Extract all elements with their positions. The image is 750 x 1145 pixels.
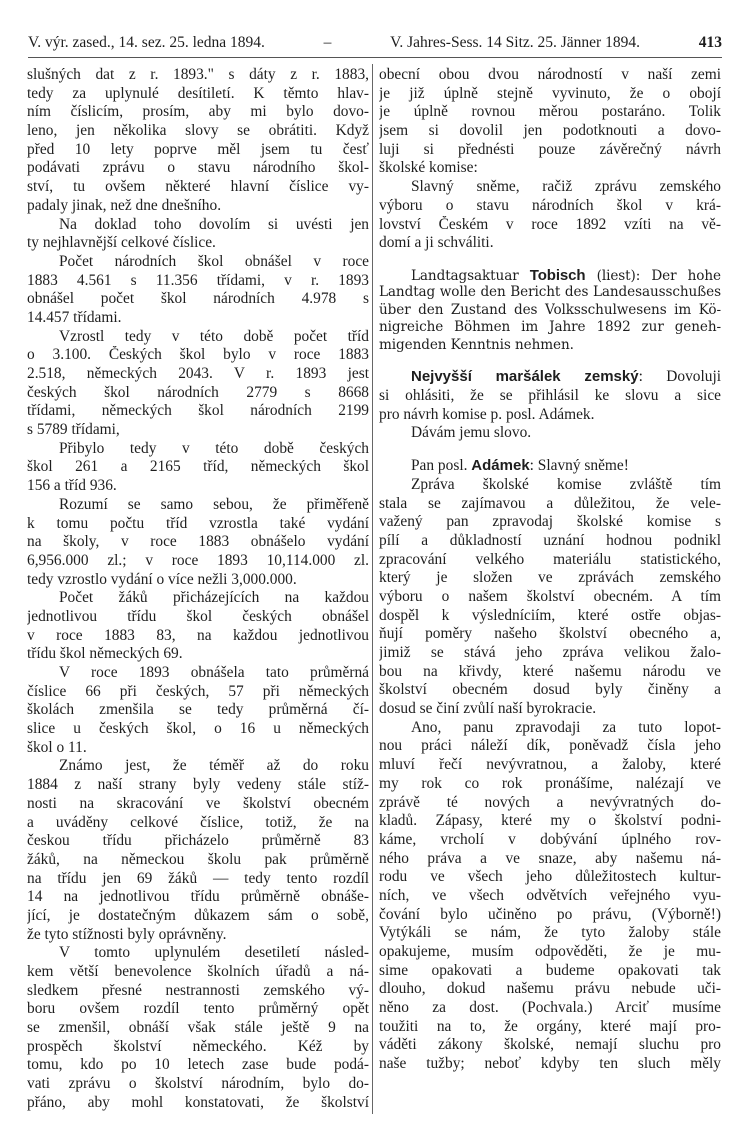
header-czech: V. výr. zased., 14. sez. 25. ledna 1894. — [28, 34, 265, 51]
text-line: Zpráva školské komise zvláště tím — [411, 475, 721, 493]
text-line: výboru o stavu národních škol v krá- — [379, 196, 721, 214]
text-line: pílí a důkladností uznání hodnou podnikl — [379, 531, 721, 549]
paragraph — [379, 66, 721, 178]
text-line: Slavný sněme, račiž zprávu zemského — [411, 178, 721, 196]
text-line: tomu, kdo po 10 letech zase bude podá- — [27, 1056, 369, 1074]
text-line: 14.457 třídami. — [27, 308, 122, 326]
paragraph — [27, 757, 369, 944]
paragraph — [379, 476, 721, 719]
text-line: rodu ve všech jeho důležitostech kultur- — [379, 868, 721, 886]
line-text: : Dovoluji — [638, 368, 721, 386]
paragraph — [27, 496, 369, 589]
speaker-prefix: Pan posl. — [411, 457, 472, 475]
text-line: Známo jest, že téměř až do roku — [59, 757, 369, 775]
text-line: V roce 1893 obnášela tato průměrná — [59, 664, 369, 681]
text-line: českých škol národních 2779 s 8668 — [27, 383, 369, 401]
text-line: jící, je dostatečným důkazem sám o sobě, — [27, 906, 369, 924]
speaker-name: Adámek — [471, 457, 530, 475]
paragraph-gap — [379, 443, 721, 457]
text-line: je již úplně stejně vyvinuto, že o obojí — [379, 84, 721, 102]
text-line: ného práva a ve snaze, aby našemu ná- — [379, 849, 721, 867]
paragraph — [379, 424, 721, 443]
text-line: kem větší benevolence školních úřadů a ná- — [27, 963, 369, 980]
text-line: jednotlivou třídu škol českých obnášel — [27, 607, 369, 625]
text-line: nosti na skracování ve školství obecném — [27, 794, 369, 812]
text-line — [379, 267, 721, 285]
text-line: Ano, panu zpravodaji za tuto lopot- — [411, 718, 721, 736]
paragraph — [27, 66, 369, 216]
paragraph — [27, 440, 369, 496]
text-line: V tomto uplynulém desetiletí násled- — [59, 944, 369, 962]
text-line: dlouho, dokud našemu právu nebude uči- — [379, 980, 721, 998]
text-line: je úplně rovnou měrou postaráno. Tolik — [379, 103, 721, 121]
text-line: bou na křivdy, které našemu národu ve — [379, 662, 721, 680]
text-line: ním číslicím, prosím, aby mi bylo dovo- — [27, 103, 369, 121]
text-line: podávati zprávu o stavu národního škol- — [27, 159, 369, 177]
text-line: my rok co rok pronášíme, nalézají ve — [379, 774, 721, 792]
text-line: váděti zákony školské, nemají sluchu pro — [379, 1036, 721, 1054]
text-line: školské komise: — [379, 159, 478, 177]
text-line: před 10 lety poprve měl jsem tu česť — [27, 140, 369, 158]
text-line: na školy, v roce 1883 obnášelo vydání — [27, 533, 369, 551]
text-line: 6,956.000 zl.; v roce 1893 10,114.000 zl. — [27, 551, 369, 569]
header-german: V. Jahres-Sess. 14 Sitz. 25. Jänner 1894. — [390, 34, 640, 51]
header-dash: – — [323, 34, 332, 51]
header-rule — [28, 57, 722, 58]
line-text: (liest): Der hohe — [585, 267, 721, 284]
text-line: lovství Českém v roce 1892 vzíti na vě- — [379, 215, 721, 233]
text-line: 14 na jednotlivou třídu průměrně obnáše- — [27, 888, 369, 906]
text-line: leno, jen několika slovy se obrátiti. Když — [27, 122, 369, 140]
text-line: a uváděny celkové číslice, totiž, že na — [27, 813, 369, 831]
paragraph — [379, 368, 721, 424]
text-line: kladů. Zápasy, které my o školství podni- — [379, 812, 721, 830]
speaker-name: Tobisch — [529, 266, 586, 284]
text-line: k tomu počtu tříd vzrostla také vydání — [27, 514, 369, 532]
text-line: škol o 11. — [27, 738, 87, 756]
text-line: zpracování velkého materiálu statistického, — [379, 550, 721, 568]
text-line: padaly jinak, než dne dnešního. — [27, 196, 222, 214]
text-line: školství obecném dosud byly činěny a — [379, 681, 721, 699]
text-line: který je složen ve zprávách zemského — [379, 569, 721, 587]
text-line: sledkem přesné nestrannosti zemského vý- — [27, 981, 369, 999]
right-column — [379, 66, 721, 1074]
text-line: Dávám jemu slovo. — [411, 424, 532, 442]
text-line: stala se zajímavou a důležitou, že vele- — [379, 494, 721, 512]
text-line: přáno, aby mohl konstatovati, že školství — [27, 1093, 369, 1111]
text-line: zprávě té nových a nevývratných do- — [379, 793, 721, 811]
text-line: toužiti na to, že orgány, které mají pro- — [379, 1017, 721, 1035]
paragraph-gap — [379, 253, 721, 267]
text-line: žáků, na německou školu pak průměrně — [27, 850, 369, 868]
speaker-name: Nejvyšší maršálek zemský — [411, 368, 639, 386]
paragraph — [27, 664, 369, 757]
text-line: Vytýkáli se nám, že tyto žaloby stále — [379, 924, 721, 942]
speaker-prefix: Landtagsaktuar — [411, 267, 530, 284]
text-line: opakujeme, musím odpověděti, že je mu- — [379, 943, 721, 960]
text-line: luji si přednésti pouze závěrečný návrh — [379, 140, 721, 158]
page-number: 413 — [698, 34, 722, 51]
text-line: čování bylo učiněno po právu, (Výborně!) — [379, 905, 721, 923]
text-line: vati zprávu o školství národním, bylo do- — [27, 1075, 369, 1093]
text-line: Přibylo tedy v této době českých — [59, 439, 369, 457]
text-line: jsem si dovolil jen podotknouti a dovo- — [379, 122, 721, 140]
text-line: škol 261 a 2165 tříd, německých škol — [27, 458, 369, 476]
text-line: ství, tu ovšem některé hlavní číslice vy- — [27, 178, 369, 196]
left-column — [27, 66, 369, 1113]
text-line: že tyto stížnosti byly oprávněny. — [27, 925, 227, 943]
text-line: v roce 1883 83, na každou jednotlivou — [27, 626, 369, 644]
text-line: über den Zustand des Volksschulwesens im Kö- — [379, 301, 721, 318]
text-line: 1884 z naší strany byly vedeny stále stíž- — [27, 776, 369, 794]
text-line — [379, 457, 721, 476]
text-line: migenden Kenntnis nehmen. — [379, 336, 574, 353]
text-line: Landtag wolle den Bericht des Landesausschußes — [379, 284, 721, 301]
paragraph — [379, 719, 721, 1074]
paragraph — [27, 253, 369, 328]
text-line: važený pan zpravodaj školské komise s — [379, 513, 721, 531]
text-line: Vzrostl tedy v této době počet tříd — [59, 327, 369, 345]
text-line: prospěch školství německého. Kéž by — [27, 1037, 369, 1055]
column-divider — [372, 64, 373, 1114]
paragraph — [379, 267, 721, 355]
text-line: tedy za uplynulé desítiletí. K těmto hlav- — [27, 84, 369, 102]
text-line: nou práci náleží dík, poněvadž čísla jeho — [379, 737, 721, 755]
paragraph — [27, 216, 369, 253]
text-line: 2.518, německých 2043. V r. 1893 jest — [27, 365, 369, 382]
text-line: třídami, německých škol národních 2199 — [27, 402, 369, 420]
text-line: se zmenšil, obnáší však stále ještě 9 na — [27, 1019, 369, 1037]
text-line: o 3.100. Českých škol bylo v roce 1883 — [27, 346, 369, 364]
text-line: obnášel počet škol národních 4.978 s — [27, 290, 369, 308]
text-line: si ohlásiti, že se přihlásil ke slovu a sice — [379, 387, 721, 405]
text-line: naše tužby; neboť kdyby ten sluch měly — [379, 1055, 721, 1073]
text-line: tedy vzrostlo vydání o více nežli 3,000.000. — [27, 570, 297, 588]
paragraph — [379, 457, 721, 476]
text-line: obecní obou dvou národností v naší zemi — [379, 66, 721, 83]
text-line: pro návrh komise p. posl. Adámek. — [379, 405, 595, 423]
text-line: slušných dat z r. 1893." s dáty z r. 1883, — [27, 66, 369, 83]
paragraph — [379, 178, 721, 253]
text-line: domí a ji schváliti. — [379, 234, 494, 252]
text-line: boru ovšem rozdíl tento průměrný opět — [27, 1000, 369, 1018]
text-line: třídu škol německých 69. — [27, 645, 183, 663]
paragraph — [27, 944, 369, 1112]
text-line: s 5789 třídami, — [27, 421, 120, 439]
running-header — [28, 34, 722, 54]
text-line: na třídu jen 69 žáků — tedy tento rozdíl — [27, 869, 369, 887]
text-line: číslice 66 při českých, 57 při německých — [27, 682, 369, 700]
text-line: 156 a tříd 936. — [27, 477, 117, 495]
paragraph — [27, 328, 369, 440]
text-line: Počet národních škol obnášel v roce — [59, 252, 369, 270]
line-text: : Slavný sněme! — [529, 457, 629, 475]
text-line: mluví řečí nevývratnou, a žaloby, které — [379, 756, 721, 774]
text-line: Rozumí se samo sebou, že přiměřeně — [59, 495, 369, 513]
text-line: slice u českých škol, o 16 u německých — [27, 720, 369, 738]
text-line: ňují poměry našeho školství obecného a, — [379, 625, 721, 643]
text-line: českou třídu přicházelo průměrně 83 — [27, 832, 369, 850]
text-line — [379, 368, 721, 387]
text-line: ních, ve všech odvětvích veřejného vyu- — [379, 886, 721, 904]
text-line: 1883 4.561 s 11.356 třídami, v r. 1893 — [27, 271, 369, 289]
text-line: sime opakovati a budeme opakovati tak — [379, 961, 721, 979]
text-line: dosud se činí zvůlí naší byrokracie. — [379, 700, 597, 718]
text-line: nigreiche Böhmen im Jahre 1892 zur geneh- — [379, 319, 721, 336]
text-line: výboru o našem školství obecném. A tím — [379, 587, 721, 605]
text-line: ty nejhlavnější celkové číslice. — [27, 234, 216, 252]
text-line: Na doklad toho dovolím si uvésti jen — [59, 215, 369, 233]
paragraph-gap — [379, 354, 721, 368]
text-line: dospěl k výsledníciím, které ostře objas- — [379, 606, 721, 624]
paragraph — [27, 589, 369, 664]
text-line: něno za dost. (Pochvala.) Arciť musíme — [379, 999, 721, 1017]
text-line: školách zmenšila se tedy průměrná čí- — [27, 701, 369, 719]
text-line: Počet žáků přicházejících na každou — [59, 589, 369, 607]
text-line: jimiž se stává jeho zpráva velikou žalo- — [379, 644, 721, 661]
text-line: káme, vrcholí v dobývání úplného rov- — [379, 830, 721, 848]
